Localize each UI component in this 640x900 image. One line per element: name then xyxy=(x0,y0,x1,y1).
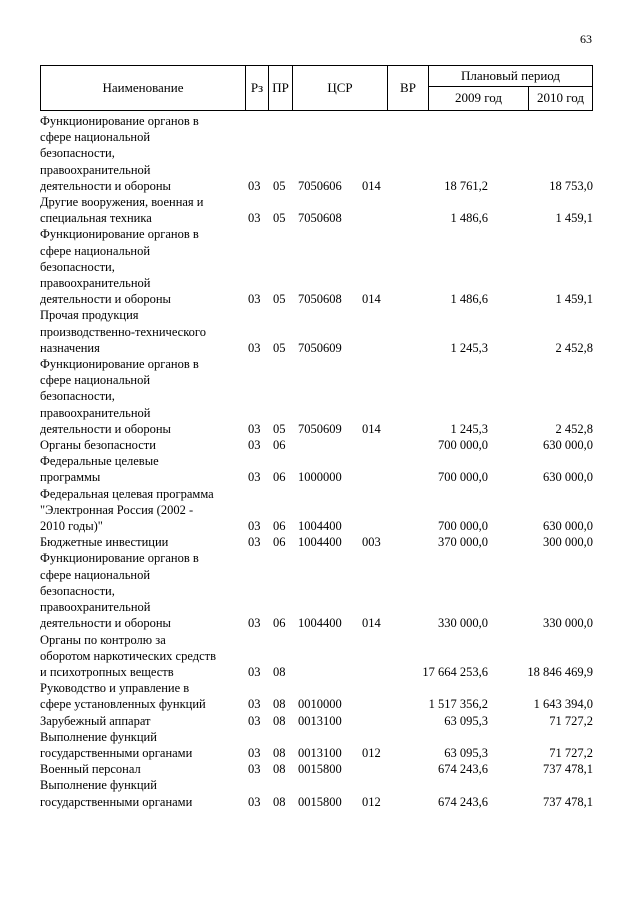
row-rz: 03 xyxy=(248,292,261,307)
row-csr: 0013100 xyxy=(298,745,342,760)
row-name: Функционирование органов в сфере национальной безопасности, правоохранительной деятельности и обороны xyxy=(40,114,199,193)
row-rz: 03 xyxy=(248,470,261,485)
row-value-2010: 18 753,0 xyxy=(549,178,593,193)
row-value-2010: 18 846 469,9 xyxy=(527,664,593,679)
row-name: Военный персонал xyxy=(40,762,141,777)
row-value-2009: 700 000,0 xyxy=(438,470,488,485)
row-value-2010: 1 459,1 xyxy=(555,292,593,307)
row-name: Функционирование органов в сфере национальной безопасности, правоохранительной деятельности и обороны xyxy=(40,357,199,436)
table-row xyxy=(40,113,593,194)
row-value-2010: 630 000,0 xyxy=(543,438,593,453)
row-csr: 1004400 xyxy=(298,519,342,534)
row-pr: 06 xyxy=(273,535,286,550)
row-value-2009: 63 095,3 xyxy=(444,713,488,728)
row-rz: 03 xyxy=(248,535,261,550)
row-pr: 08 xyxy=(273,713,286,728)
row-csr: 7050608 xyxy=(298,211,342,226)
header-year-2010: 2010 год xyxy=(537,90,584,105)
row-value-2009: 17 664 253,6 xyxy=(422,664,488,679)
table-row xyxy=(40,437,593,453)
row-rz: 03 xyxy=(248,519,261,534)
table-row xyxy=(40,550,593,631)
row-value-2010: 630 000,0 xyxy=(543,470,593,485)
table-row xyxy=(40,777,593,809)
row-rz: 03 xyxy=(248,211,261,226)
row-value-2009: 1 245,3 xyxy=(450,421,488,436)
row-name: Функционирование органов в сфере национальной безопасности, правоохранительной деятельности и обороны xyxy=(40,227,199,307)
row-value-2009: 1 245,3 xyxy=(450,340,488,355)
row-csr: 0010000 xyxy=(298,697,342,712)
row-pr: 06 xyxy=(273,470,286,485)
page-number: 63 xyxy=(580,32,592,46)
row-value-2009: 674 243,6 xyxy=(438,794,488,809)
row-vr: 014 xyxy=(362,178,381,193)
row-csr: 0015800 xyxy=(298,762,342,777)
table-row xyxy=(40,356,593,437)
row-rz: 03 xyxy=(248,616,261,631)
row-pr: 05 xyxy=(273,340,286,355)
row-pr: 06 xyxy=(273,519,286,534)
row-rz: 03 xyxy=(248,421,261,436)
row-name: Другие вооружения, военная и специальная техника xyxy=(40,195,204,226)
row-rz: 03 xyxy=(248,340,261,355)
row-pr: 08 xyxy=(273,745,286,760)
row-value-2009: 63 095,3 xyxy=(444,745,488,760)
row-value-2009: 700 000,0 xyxy=(438,519,488,534)
header-vr: ВР xyxy=(387,66,429,110)
table-row xyxy=(40,194,593,226)
row-value-2009: 370 000,0 xyxy=(438,535,488,550)
row-value-2010: 1 643 394,0 xyxy=(533,697,593,712)
row-rz: 03 xyxy=(248,762,261,777)
table-row xyxy=(40,729,593,761)
row-value-2010: 300 000,0 xyxy=(543,535,593,550)
row-pr: 06 xyxy=(273,616,286,631)
table-body xyxy=(40,113,593,810)
header-name: Наименование xyxy=(102,80,184,95)
row-value-2009: 1 517 356,2 xyxy=(428,697,488,712)
row-pr: 06 xyxy=(273,438,286,453)
row-name: Руководство и управление в сфере установленных функций xyxy=(40,681,206,712)
row-value-2010: 71 727,2 xyxy=(549,745,593,760)
table-row xyxy=(40,713,593,729)
row-vr: 014 xyxy=(362,421,381,436)
row-value-2009: 1 486,6 xyxy=(450,292,488,307)
row-pr: 08 xyxy=(273,794,286,809)
row-csr: 0013100 xyxy=(298,713,342,728)
row-pr: 05 xyxy=(273,211,286,226)
row-value-2009: 700 000,0 xyxy=(438,438,488,453)
table-row xyxy=(40,534,593,550)
header-year-2009: 2009 год xyxy=(429,86,529,110)
row-value-2010: 71 727,2 xyxy=(549,713,593,728)
row-pr: 08 xyxy=(273,697,286,712)
row-pr: 05 xyxy=(273,292,286,307)
row-value-2010: 1 459,1 xyxy=(555,211,593,226)
row-rz: 03 xyxy=(248,713,261,728)
row-pr: 08 xyxy=(273,762,286,777)
table-row xyxy=(40,307,593,356)
row-csr: 7050609 xyxy=(298,421,342,436)
row-csr: 7050608 xyxy=(298,292,342,307)
row-csr: 1004400 xyxy=(298,616,342,631)
row-csr: 7050609 xyxy=(298,340,342,355)
row-rz: 03 xyxy=(248,178,261,193)
row-rz: 03 xyxy=(248,697,261,712)
row-vr: 012 xyxy=(362,745,381,760)
row-name: Выполнение функций государственными органами xyxy=(40,729,193,760)
table-row xyxy=(40,761,593,777)
row-name: Функционирование органов в сфере национальной безопасности, правоохранительной деятельности и обороны xyxy=(40,551,199,631)
row-value-2010: 737 478,1 xyxy=(543,762,593,777)
row-name: Прочая продукция производственно-технического назначения xyxy=(40,308,206,355)
row-value-2009: 674 243,6 xyxy=(438,762,488,777)
row-value-2010: 630 000,0 xyxy=(543,519,593,534)
row-vr: 014 xyxy=(362,616,381,631)
row-value-2009: 1 486,6 xyxy=(450,211,488,226)
row-value-2009: 330 000,0 xyxy=(438,616,488,631)
header-pr: ПР xyxy=(268,66,292,110)
row-vr: 003 xyxy=(362,535,381,550)
row-name: Выполнение функций государственными органами xyxy=(40,778,193,809)
row-name: Бюджетные инвестиции xyxy=(40,535,169,550)
table-row xyxy=(40,632,593,681)
row-name: Зарубежный аппарат xyxy=(40,713,151,728)
row-value-2010: 2 452,8 xyxy=(555,421,593,436)
row-value-2010: 330 000,0 xyxy=(543,616,593,631)
row-rz: 03 xyxy=(248,794,261,809)
row-name: Органы по контролю за оборотом наркотических средств и психотропных веществ xyxy=(40,632,216,679)
row-value-2010: 737 478,1 xyxy=(543,794,593,809)
row-rz: 03 xyxy=(248,438,261,453)
row-name: Федеральная целевая программа "Электронная Россия (2002 - 2010 годы)" xyxy=(40,486,214,534)
table-row xyxy=(40,486,593,535)
table-header xyxy=(40,65,593,111)
row-rz: 03 xyxy=(248,664,261,679)
row-pr: 08 xyxy=(273,664,286,679)
table-row xyxy=(40,680,593,712)
row-csr: 7050606 xyxy=(298,178,342,193)
row-csr: 1004400 xyxy=(298,535,342,550)
row-csr: 0015800 xyxy=(298,794,342,809)
row-vr: 014 xyxy=(362,292,381,307)
row-value-2009: 18 761,2 xyxy=(444,178,488,193)
row-csr: 1000000 xyxy=(298,470,342,485)
row-pr: 05 xyxy=(273,178,286,193)
header-csr: ЦСР xyxy=(292,66,387,110)
row-rz: 03 xyxy=(248,745,261,760)
row-value-2010: 2 452,8 xyxy=(555,340,593,355)
row-vr: 012 xyxy=(362,794,381,809)
row-pr: 05 xyxy=(273,421,286,436)
row-name: Органы безопасности xyxy=(40,438,156,453)
row-name: Федеральные целевые программы xyxy=(40,454,159,485)
table-row xyxy=(40,453,593,485)
header-plan-period: Плановый период xyxy=(429,66,592,87)
header-rz: Рз xyxy=(245,66,268,110)
table-row xyxy=(40,226,593,307)
